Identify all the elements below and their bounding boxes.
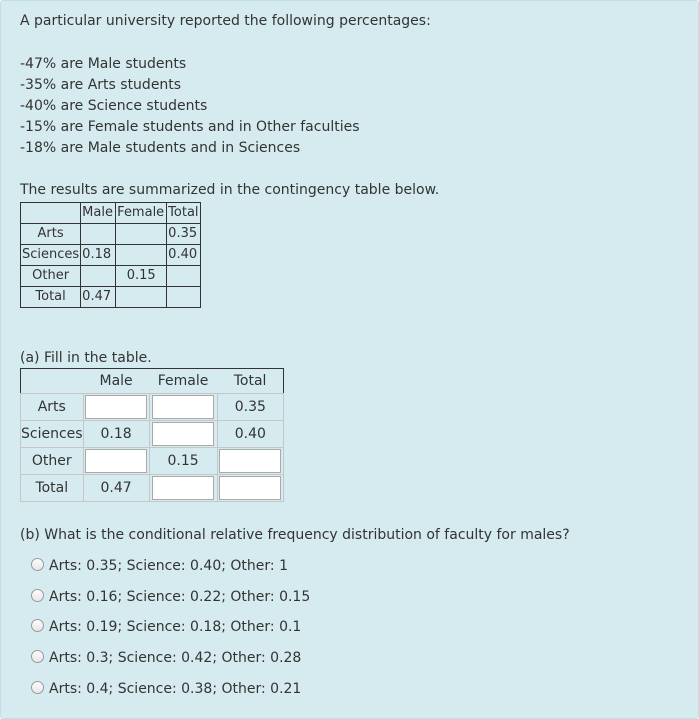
bullet-item: -15% are Female students and in Other faculties [20,119,360,135]
arts-male-input[interactable] [85,395,147,419]
table-cell: 0.35 [217,394,284,421]
table-cell: 0.47 [83,475,149,502]
option-label: Arts: 0.4; Science: 0.38; Other: 0.21 [49,681,302,697]
answer-cell [217,448,284,475]
row-label: Arts [21,224,81,245]
row-label: Arts [21,394,84,421]
table-header: Male [83,369,149,394]
row-label: Other [21,448,84,475]
other-male-input[interactable] [85,449,147,473]
part-a-prompt: (a) Fill in the table. [20,350,152,366]
radio-button[interactable] [31,558,44,571]
total-female-input[interactable] [152,476,214,500]
table-cell [21,369,84,394]
table-cell [81,266,116,287]
radio-button[interactable] [31,589,44,602]
option-label: Arts: 0.16; Science: 0.22; Other: 0.15 [49,589,311,605]
answer-option[interactable] [31,617,301,637]
answer-cell [149,394,217,421]
row-label: Other [21,266,81,287]
table-cell [116,287,167,308]
table-cell [21,203,81,224]
table-header: Female [116,203,167,224]
row-label: Total [21,287,81,308]
table-cell: 0.40 [167,245,201,266]
intro-text: A particular university reported the following percentages: [20,13,431,29]
bullet-item: -47% are Male students [20,56,187,72]
bullet-item: -18% are Male students and in Sciences [20,140,301,156]
answer-cell [217,475,284,502]
sciences-female-input[interactable] [152,422,214,446]
summary-table [20,202,201,308]
table-header: Total [217,369,284,394]
option-label: Arts: 0.19; Science: 0.18; Other: 0.1 [49,619,302,635]
answer-option[interactable] [31,679,301,699]
bullet-item: -35% are Arts students [20,77,182,93]
answer-cell [83,448,149,475]
arts-female-input[interactable] [152,395,214,419]
answer-option[interactable] [31,648,301,668]
table-cell: 0.47 [81,287,116,308]
row-label: Total [21,475,84,502]
table-cell: 0.40 [217,421,284,448]
radio-button[interactable] [31,619,44,632]
table-header: Male [81,203,116,224]
table-cell [116,224,167,245]
answer-option[interactable] [31,556,288,576]
table-cell: 0.18 [81,245,116,266]
fill-in-table [20,368,284,502]
table-header: Total [167,203,201,224]
bullet-list [20,54,360,159]
table-header: Female [149,369,217,394]
radio-button[interactable] [31,681,44,694]
option-label: Arts: 0.35; Science: 0.40; Other: 1 [49,558,288,574]
row-label: Sciences [21,245,81,266]
table-cell: 0.15 [116,266,167,287]
table-cell [81,224,116,245]
option-label: Arts: 0.3; Science: 0.42; Other: 0.28 [49,650,302,666]
summary-text: The results are summarized in the contingency table below. [20,182,440,198]
bullet-item: -40% are Science students [20,98,208,114]
table-cell [167,287,201,308]
total-total-input[interactable] [219,476,281,500]
other-total-input[interactable] [219,449,281,473]
answer-option[interactable] [31,587,310,607]
table-cell [167,266,201,287]
row-label: Sciences [21,421,84,448]
table-cell: 0.35 [167,224,201,245]
table-cell [116,245,167,266]
answer-cell [149,421,217,448]
table-cell: 0.18 [83,421,149,448]
table-cell: 0.15 [149,448,217,475]
answer-cell [149,475,217,502]
answer-cell [83,394,149,421]
radio-button[interactable] [31,650,44,663]
part-b-question: (b) What is the conditional relative frequency distribution of faculty for males? [20,527,570,543]
